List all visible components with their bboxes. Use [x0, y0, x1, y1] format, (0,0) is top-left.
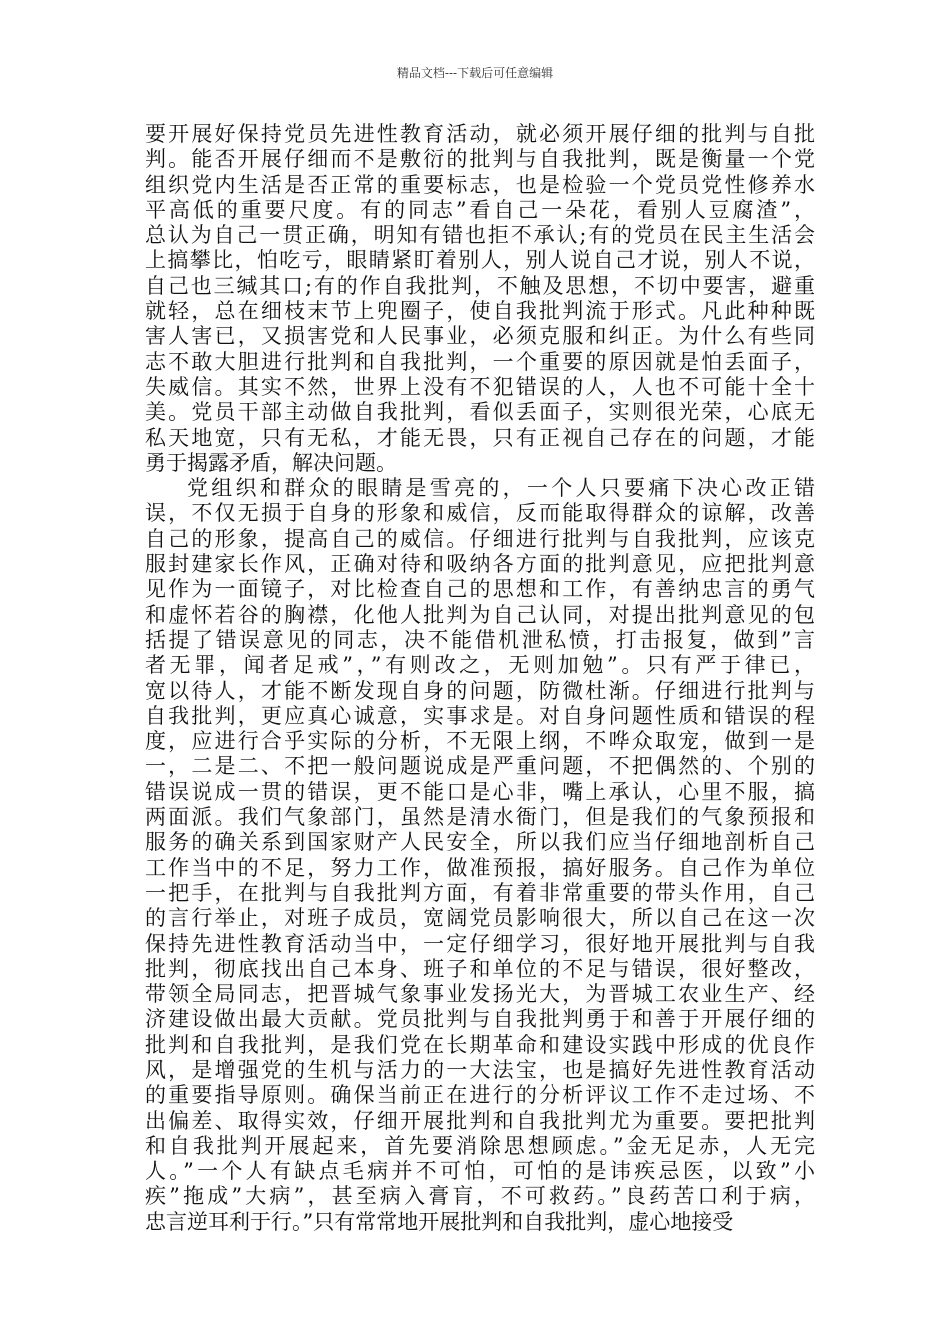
text-line: 两面派。我们气象部门，虽然是清水衙门，但是我们的气象预报和: [145, 805, 815, 830]
text-line: 见作为一面镜子，对比检查自己的思想和工作，有善纳忠言的勇气: [145, 577, 815, 602]
text-line: 批判和自我批判，是我们党在长期革命和建设实践中形成的优良作: [145, 1032, 815, 1057]
text-line: 组织党内生活是否正常的重要标志，也是检验一个党员党性修养水: [145, 172, 815, 197]
paragraph: [145, 476, 815, 1235]
text-line: 工作当中的不足，努力工作，做准预报，搞好服务。自己作为单位: [145, 855, 815, 880]
text-line: 错误说成一贯的错误，更不能口是心非，嘴上承认，心里不服，搞: [145, 779, 815, 804]
paragraph: [145, 122, 815, 476]
text-line: 自己也三缄其口;有的作自我批判，不触及思想，不切中要害，避重: [145, 273, 815, 298]
text-line: 害人害已，又损害党和人民事业，必须克服和纠正。为什么有些同: [145, 324, 815, 349]
text-line: 人。”一个人有缺点毛病并不可怕，可怕的是讳疾忌医，以致”小: [145, 1159, 815, 1184]
text-line: 和虚怀若谷的胸襟，化他人批判为自己认同，对提出批判意见的包: [145, 602, 815, 627]
text-line: 出偏差、取得实效，仔细开展批判和自我批判尤为重要。要把批判: [145, 1108, 815, 1133]
text-line: 和自我批判开展起来，首先要消除思想顾虑。”金无足赤，人无完: [145, 1133, 815, 1158]
text-line: 者无罪，闻者足戒”，”有则改之，无则加勉”。只有严于律已，: [145, 653, 815, 678]
text-line: 批判，彻底找出自己本身、班子和单位的不足与错误，很好整改，: [145, 956, 815, 981]
text-line: 宽以待人，才能不断发现自身的问题，防微杜渐。仔细进行批判与: [145, 678, 815, 703]
text-line: 判。能否开展仔细而不是敷衍的批判与自我批判，既是衡量一个党: [145, 147, 815, 172]
text-line: 济建设做出最大贡献。党员批判与自我批判勇于和善于开展仔细的: [145, 1007, 815, 1032]
text-line: 风，是增强党的生机与活力的一大法宝，也是搞好先进性教育活动: [145, 1057, 815, 1082]
text-line: 保持先进性教育活动当中，一定仔细学习，很好地开展批判与自我: [145, 931, 815, 956]
text-line: 失威信。其实不然，世界上没有不犯错误的人，人也不可能十全十: [145, 374, 815, 399]
text-line: 勇于揭露矛盾，解决问题。: [145, 450, 397, 475]
text-line: 度，应进行合乎实际的分析，不无限上纲，不哗众取宠，做到一是: [145, 729, 815, 754]
text-line: 就轻，总在细枝末节上兜圈子，使自我批判流于形式。凡此种种既: [145, 299, 815, 324]
text-line: 的重要指导原则。确保当前正在进行的分析评议工作不走过场、不: [145, 1083, 815, 1108]
page-header: 精品文档---下载后可任意编辑: [396, 66, 554, 80]
document-body: [145, 122, 815, 1235]
text-line: 自我批判，更应真心诚意，实事求是。对自身问题性质和错误的程: [145, 703, 815, 728]
text-line: 私天地宽，只有无私，才能无畏，只有正视自己存在的问题，才能: [145, 425, 815, 450]
text-line: 的言行举止，对班子成员，宽阔党员影响很大，所以自己在这一次: [145, 906, 815, 931]
text-line: 疾”拖成”大病”，甚至病入膏肓，不可救药。”良药苦口利于病，: [145, 1184, 815, 1209]
text-line: 党组织和群众的眼睛是雪亮的，一个人只要痛下决心改正错: [187, 476, 815, 501]
text-line: 服务的确关系到国家财产人民安全，所以我们应当仔细地剖析自己: [145, 830, 815, 855]
text-line: 忠言逆耳利于行。”只有常常地开展批判和自我批判，虚心地接受: [145, 1209, 734, 1234]
text-line: 志不敢大胆进行批判和自我批判，一个重要的原因就是怕丢面子，: [145, 349, 815, 374]
text-line: 误，不仅无损于自身的形象和威信，反而能取得群众的谅解，改善: [145, 501, 815, 526]
text-line: 要开展好保持党员先进性教育活动，就必须开展仔细的批判与自批: [145, 122, 815, 146]
text-line: 总认为自己一贯正确，明知有错也拒不承认;有的党员在民主生活会: [145, 223, 815, 248]
text-line: 上搞攀比，怕吃亏，眼睛紧盯着别人，别人说自己才说，别人不说，: [145, 248, 815, 273]
text-line: 带领全局同志，把晋城气象事业发扬光大，为晋城工农业生产、经: [145, 982, 815, 1007]
text-line: 服封建家长作风，正确对待和吸纳各方面的批判意见，应把批判意: [145, 552, 815, 577]
text-line: 一把手，在批判与自我批判方面，有着非常重要的带头作用，自己: [145, 880, 815, 905]
text-line: 平高低的重要尺度。有的同志”看自己一朵花，看别人豆腐渣”，: [145, 197, 815, 222]
text-line: 一，二是二、不把一般问题说成是严重问题，不把偶然的、个别的: [145, 754, 815, 779]
text-line: 美。党员干部主动做自我批判，看似丢面子，实则很光荣，心底无: [145, 400, 815, 425]
text-line: 自己的形象，提高自己的威信。仔细进行批判与自我批判，应该克: [145, 526, 815, 551]
text-line: 括提了错误意见的同志，决不能借机泄私愤，打击报复，做到”言: [145, 627, 815, 652]
